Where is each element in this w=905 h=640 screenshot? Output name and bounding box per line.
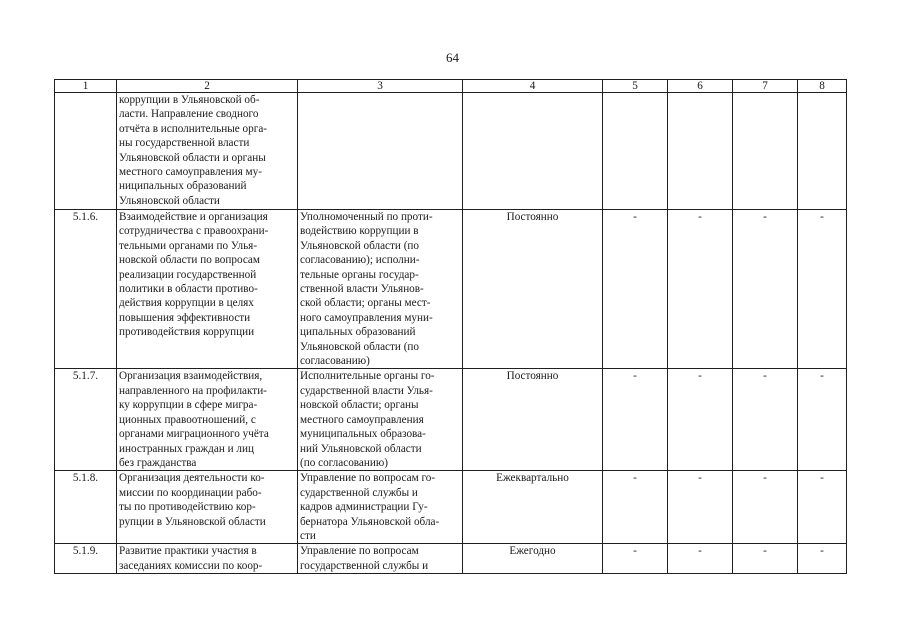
term-cell: Постоянно [463, 369, 603, 471]
col6-cell: - [668, 471, 733, 544]
col6-cell: - [668, 544, 733, 574]
column-header: 7 [733, 80, 798, 93]
measure-cell: Развитие практики участия в заседаниях комиссии по коор- [117, 544, 298, 574]
column-header: 2 [117, 80, 298, 93]
col7-cell: - [733, 369, 798, 471]
col6-cell: - [668, 369, 733, 471]
col5-cell: - [603, 369, 668, 471]
col6-cell: - [668, 210, 733, 369]
row-number: 5.1.8. [55, 471, 117, 544]
col5-cell: - [603, 471, 668, 544]
column-header: 3 [298, 80, 463, 93]
col7-cell [733, 93, 798, 210]
measure-cell: коррупции в Ульяновской об- ласти. Направление сводного отчёта в исполнительные орга- ны государственной власти Ульяновской области и органы местного самоуправления му- ниципальных образований Ульяновской области [117, 93, 298, 210]
row-number: 5.1.9. [55, 544, 117, 574]
column-header: 6 [668, 80, 733, 93]
col5-cell: - [603, 544, 668, 574]
table-row [55, 369, 847, 471]
table-row [55, 210, 847, 369]
table-row [55, 544, 847, 574]
measure-cell: Организация деятельности ко- миссии по координации рабо- ты по противодействию кор- рупции в Ульяновской области [117, 471, 298, 544]
column-header-row [55, 80, 847, 93]
col8-cell: - [798, 369, 847, 471]
table-row [55, 93, 847, 210]
col5-cell: - [603, 210, 668, 369]
col7-cell: - [733, 471, 798, 544]
measure-cell: Организация взаимодействия, направленного на профилакти- ку коррупции в сфере мигра- ционных правоотношений, с органами миграционного учёта иностранных граждан и лиц без гражданства [117, 369, 298, 471]
table-row [55, 471, 847, 544]
row-number [55, 93, 117, 210]
term-cell: Ежеквартально [463, 471, 603, 544]
page-number: 64 [446, 50, 459, 65]
row-number: 5.1.6. [55, 210, 117, 369]
executor-cell [298, 93, 463, 210]
term-cell: Ежегодно [463, 544, 603, 574]
col7-cell: - [733, 544, 798, 574]
measures-table [54, 79, 847, 574]
col5-cell [603, 93, 668, 210]
col8-cell: - [798, 210, 847, 369]
row-number: 5.1.7. [55, 369, 117, 471]
executor-cell: Исполнительные органы го- сударственной власти Улья- новской области; органы местного самоуправления муниципальных образова- ний Ульяновской области (по согласованию) [298, 369, 463, 471]
col6-cell [668, 93, 733, 210]
column-header: 5 [603, 80, 668, 93]
measure-cell: Взаимодействие и организация сотрудничества с правоохрани- тельными органами по Улья- новской области по вопросам реализации государственной политики в области противо- действия коррупции в целях повышения эффективности противодействия коррупции [117, 210, 298, 369]
column-header: 1 [55, 80, 117, 93]
term-cell: Постоянно [463, 210, 603, 369]
term-cell [463, 93, 603, 210]
col7-cell: - [733, 210, 798, 369]
executor-cell: Управление по вопросам го- сударственной службы и кадров администрации Гу- бернатора Ульяновской обла- сти [298, 471, 463, 544]
column-header: 8 [798, 80, 847, 93]
col8-cell: - [798, 544, 847, 574]
column-header: 4 [463, 80, 603, 93]
executor-cell: Уполномоченный по проти- водействию коррупции в Ульяновской области (по согласованию); исполни- тельные органы государ- ственной власти Ульянов- ской области; органы мест- ного самоуправления муни- ципальных образований Ульяновской области (по согласованию) [298, 210, 463, 369]
col8-cell: - [798, 471, 847, 544]
col8-cell [798, 93, 847, 210]
executor-cell: Управление по вопросам государственной службы и [298, 544, 463, 574]
